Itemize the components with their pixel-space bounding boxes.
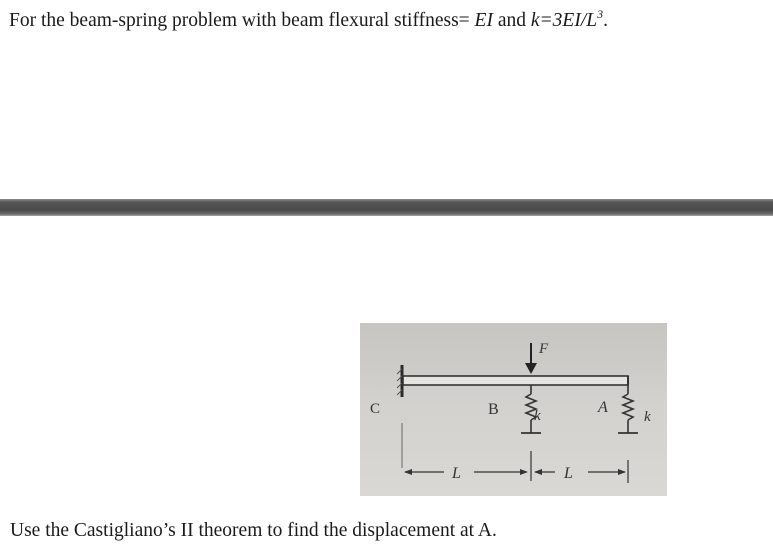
- beam-spring-diagram: [360, 323, 667, 496]
- question-statement: Use the Castigliano’s II theorem to find the displacement at A.: [10, 520, 497, 541]
- beam-spring-figure: [360, 323, 667, 496]
- problem-end: .: [603, 10, 608, 31]
- spring-stiffness-expression: =3EI/L: [539, 10, 598, 31]
- problem-joiner: and: [492, 10, 531, 31]
- spring-a: [623, 385, 633, 433]
- label-k-b: k: [534, 408, 541, 424]
- spring-stiffness-symbol: k: [530, 10, 540, 31]
- spring-stiffness-exponent: 3: [597, 6, 604, 21]
- dimension-arrow-2r: [618, 469, 626, 475]
- beam: [403, 376, 628, 385]
- label-span-1: L: [452, 465, 461, 482]
- dimension-arrow-2l: [534, 469, 542, 475]
- label-c: C: [370, 401, 381, 417]
- label-k-a: k: [644, 409, 651, 425]
- label-a: A: [598, 399, 608, 416]
- problem-intro: For the beam-spring problem with beam flexural stiffness=: [9, 10, 475, 31]
- dimension-arrow-1r: [520, 469, 528, 475]
- label-span-2: L: [564, 465, 573, 482]
- flexural-stiffness-symbol: EI: [474, 10, 493, 31]
- label-b: B: [488, 401, 499, 418]
- dimension-arrow-1l: [404, 469, 412, 475]
- problem-statement: [9, 6, 608, 33]
- section-divider: [0, 199, 773, 216]
- label-f: F: [539, 341, 549, 357]
- load-arrow-head: [525, 363, 537, 374]
